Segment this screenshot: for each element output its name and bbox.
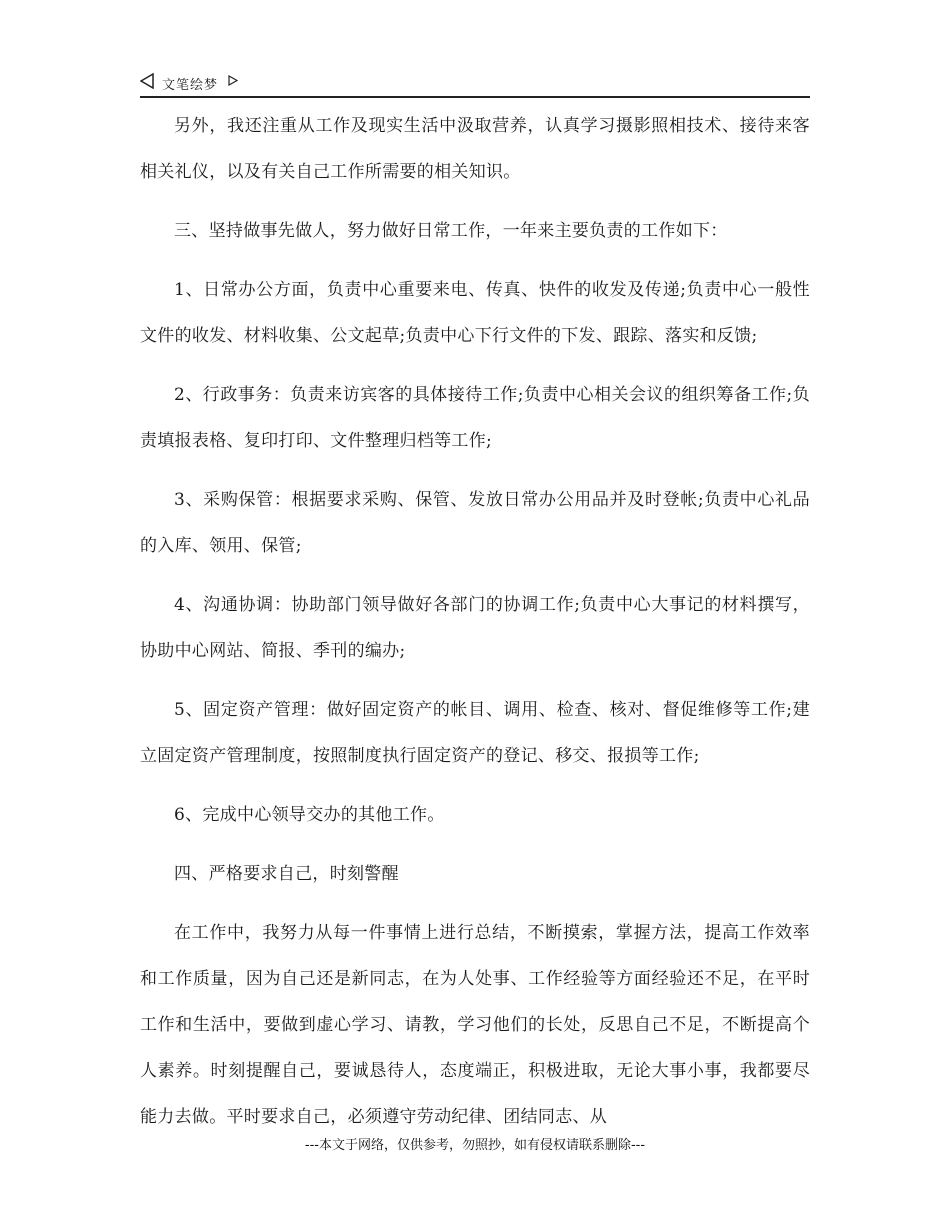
paragraph: 2、行政事务：负责来访宾客的具体接待工作;负责中心相关会议的组织筹备工作;负责填报表格、复印打印、文件整理归档等工作; <box>140 385 810 451</box>
triangle-right-icon <box>228 75 238 86</box>
section-heading: 四、严格要求自己，时刻警醒 <box>174 864 399 884</box>
paragraph: 另外，我还注重从工作及现实生活中汲取营养，认真学习摄影照相技术、接待来客相关礼仪，以及有关自己工作所需要的相关知识。 <box>140 116 810 182</box>
paragraph: 5、固定资产管理：做好固定资产的帐目、调用、检查、核对、督促维修等工作;建立固定资产管理制度，按照制度执行固定资产的登记、移交、报损等工作; <box>140 700 810 766</box>
footer-disclaimer: ---本文于网络，仅供参考，勿照抄，如有侵权请联系删除--- <box>304 1138 646 1153</box>
page-header <box>140 70 810 98</box>
paragraph: 在工作中，我努力从每一件事情上进行总结，不断摸索，掌握方法，提高工作效率和工作质量，因为自己还是新同志，在为人处事、工作经验等方面经验还不足，在平时工作和生活中，要做到虚心学习、请教，学习他们的长处，反思自己不足，不断提高个人素养。时刻提醒自己，要诚恳待人，态度端正，积极进取，无论大事小事，我都要尽能力去做。平时要求自己，必须遵守劳动纪律、团结同志、从 <box>140 923 810 1127</box>
paragraph: 3、采购保管：根据要求采购、保管、发放日常办公用品并及时登帐;负责中心礼品的入库、领用、保管; <box>140 490 810 556</box>
section-heading: 三、坚持做事先做人，努力做好日常工作，一年来主要负责的工作如下： <box>174 221 728 241</box>
brand-title: 文笔绘梦 <box>162 78 219 93</box>
document-body <box>140 103 810 1153</box>
paragraph: 4、沟通协调：协助部门领导做好各部门的协调工作;负责中心大事记的材料撰写，协助中心网站、简报、季刊的编办; <box>140 595 810 661</box>
paragraph: 6、完成中心领导交办的其他工作。 <box>174 805 445 825</box>
triangle-left-icon <box>140 73 154 89</box>
paragraph: 1、日常办公方面，负责中心重要来电、传真、快件的收发及传递;负责中心一般性文件的收发、材料收集、公文起草;负责中心下行文件的下发、跟踪、落实和反馈; <box>140 280 810 346</box>
